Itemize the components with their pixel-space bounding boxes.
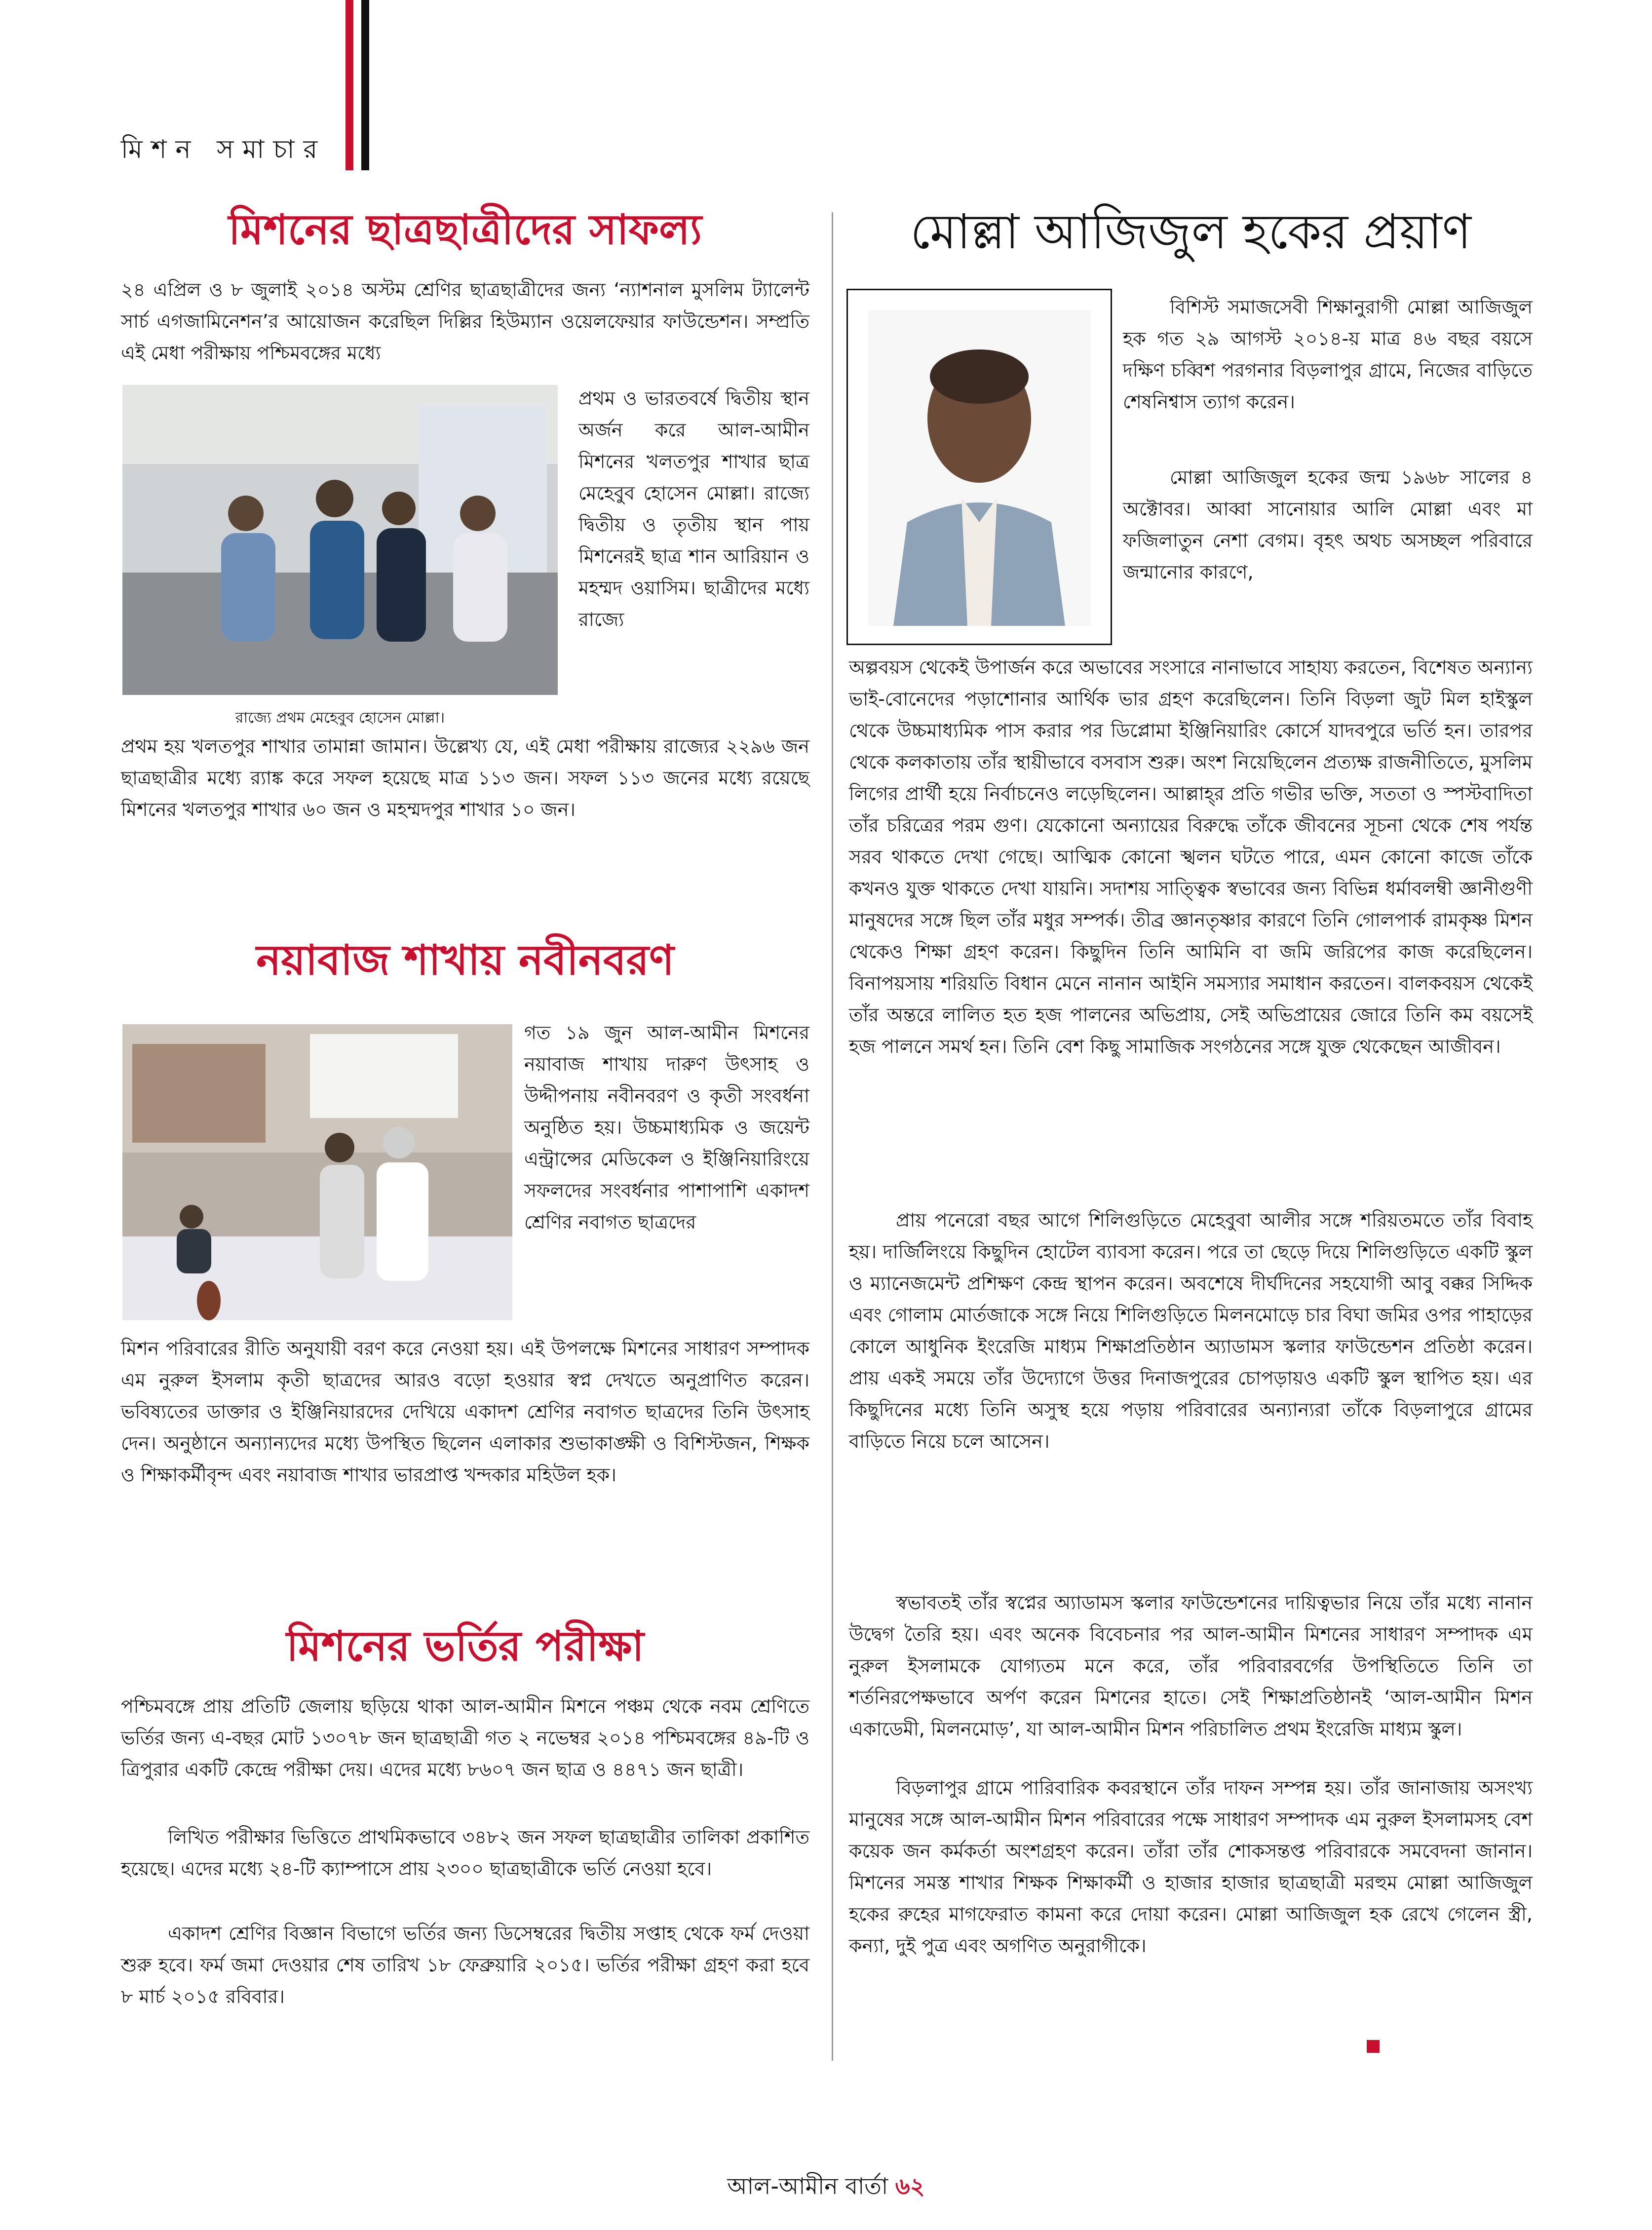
article2-side-text: গত ১৯ জুন আল-আমীন মিশনের নয়াবাজ শাখায় দারুণ উৎসাহ ও উদ্দীপনায় নবীনবরণ ও কৃতী সংবর্ধনা অনুষ্ঠিত হয়। উচ্চমাধ্যমিক ও জয়েন্ট এন্ট্রান্সের মেডিকেল ও ইঞ্জিনিয়ারিংয়ে সফলদের সংবর্ধনার পাশাপাশি একাদশ শ্রেণির নবাগত ছাত্রদের — [524, 1022, 809, 1233]
column-divider — [832, 212, 833, 2061]
award-ceremony-photo — [122, 385, 558, 695]
article3-paragraph-2: লিখিত পরীক্ষার ভিত্তিতে প্রাথমিকভাবে ৩৪৮২ জন সফল ছাত্রছাত্রীর তালিকা প্রকাশিত হয়েছে। এদের মধ্যে ২৪-টি ক্যাম্পাসে প্রায় ২৩০০ ছাত্রছাত্রীকে ভর্তি নেওয়া হবে। — [121, 1826, 809, 1880]
page-footer — [0, 2169, 1652, 2207]
article1-photo — [122, 385, 558, 695]
obituary-paragraph-3: প্রায় পনেরো বছর আগে শিলিগুড়িতে মেহেবুবা আলীর সঙ্গে শরিয়তমতে তাঁর বিবাহ হয়। দার্জিলিংয়ে কিছুদিন হোটেল ব্যাবসা করেন। পরে তা ছেড়ে দিয়ে শিলিগুড়িতে একটি স্কুল ও ম্যানেজমেন্ট প্রশিক্ষণ কেন্দ্র স্থাপন করেন। অবশেষে দীর্ঘদিনের সহযোগী আবু বক্কর সিদ্দিক এবং গোলাম মোর্তজাকে সঙ্গে নিয়ে শিলিগুড়িতে মিলনমোড়ে চার বিঘা জমির ওপর পাহাড়ের কোলে আধুনিক ইংরেজি মাধ্যম শিক্ষাপ্রতিষ্ঠান অ্যাডামস স্কলার ফাউন্ডেশন প্রতিষ্ঠা করেন। প্রায় একই সময়ে তাঁর উদ্যোগে উত্তর দিনাজপুরের চোপড়ায়ও একটি স্কুল স্থাপিত হয়। এর কিছুদিনের মধ্যে তিনি অসুস্থ হয়ে পড়ায় পরিবারের অন্যান্যরা তাঁকে বিড়লাপুরে গ্রামের বাড়িতে নিয়ে চলে আসেন। — [849, 1209, 1533, 1452]
article2-rest: মিশন পরিবারের রীতি অনুযায়ী বরণ করে নেওয়া হয়। এই উপলক্ষে মিশনের সাধারণ সম্পাদক এম নুরুল ইসলাম কৃতী ছাত্রদের আরও বড়ো হওয়ার স্বপ্ন দেখতে অনুপ্রাণিত করেন। ভবিষ্যতের ডাক্তার ও ইঞ্জিনিয়ারদের দেখিয়ে একাদশ শ্রেণির নবাগত ছাত্রদের তিনি উৎসাহ দেন। অনুষ্ঠানে অন্যান্যদের মধ্যে উপস্থিত ছিলেন এলাকার শুভাকাঙ্ক্ষী ও বিশিস্টজন, শিক্ষক ও শিক্ষাকর্মীবৃন্দ এবং নয়াবাজ শাখার ভারপ্রাপ্ত খন্দকার মহিউল হক। — [121, 1338, 809, 1486]
article3-paragraph-1: পশ্চিমবঙ্গে প্রায় প্রতিটি জেলায় ছড়িয়ে থাকা আল-আমীন মিশনে পঞ্চম থেকে নবম শ্রেণিতে ভর্তির জন্য এ-বছর মোট ১৩০৭৮ জন ছাত্রছাত্রী গত ২ নভেম্বর ২০১৪ পশ্চিমবঙ্গের ৪৯-টি ও ত্রিপুরার একটি কেন্দ্রে পরীক্ষা দেয়। এদের মধ্যে ৮৬০৭ জন ছাত্র ও ৪৪৭১ জন ছাত্রী। — [121, 1695, 809, 1780]
article3-paragraph-3: একাদশ শ্রেণির বিজ্ঞান বিভাগে ভর্তির জন্য ডিসেম্বরের দ্বিতীয় সপ্তাহ থেকে ফর্ম দেওয়া শুরু হবে। ফর্ম জমা দেওয়ার শেষ তারিখ ১৮ ফেব্রুয়ারি ২০১৫। ভর্তির পরীক্ষা গ্রহণ করা হবে ৮ মার্চ ২০১৫ রবিবার। — [121, 1922, 809, 2007]
obituary-title: মোল্লা আজিজুল হকের প্রয়াণ — [910, 204, 1471, 260]
obituary-paragraph-4: স্বভাবতই তাঁর স্বপ্নের অ্যাডামস স্কলার ফাউন্ডেশনের দায়িত্বভার নিয়ে তাঁর মধ্যে নানান উদ্বেগ তৈরি হয়। এবং অনেক বিবেচনার পর আল-আমীন মিশনের সাধারণ সম্পাদক এম নুরুল ইসলামকে যোগ্যতম মনে করে, তাঁর পরিবারবর্গের উপস্থিতিতে তিনি তা শর্তনিরপেক্ষভাবে অর্পণ করেন মিশনের হাতে। সেই শিক্ষাপ্রতিষ্ঠানই ‘আল-আমীন মিশন একাডেমী, মিলনমোড়’, যা আল-আমীন মিশন পরিচালিত প্রথম ইংরেজি মাধ্যম স্কুল। — [849, 1592, 1533, 1740]
article1-rest: প্রথম হয় খলতপুর শাখার তামান্না জামান। উল্লেখ্য যে, এই মেধা পরীক্ষায় রাজ্যের ২২৯৬ জন ছাত্রছাত্রীর মধ্যে র‍্যাঙ্ক করে সফল হয়েছে মাত্র ১১৩ জন। সফল ১১৩ জনের মধ্যে রয়েছে মিশনের খলতপুর শাখার ৬০ জন ও মহম্মদপুর শাখার ১০ জন। — [121, 735, 809, 820]
obituary-portrait — [846, 289, 1112, 645]
article1-photo-caption: রাজ্যে প্রথম মেহেবুব হোসেন মোল্লা। — [235, 709, 445, 727]
article2-photo — [122, 1024, 512, 1320]
article2-title: নয়াবাজ শাখায় নবীনবরণ — [256, 935, 674, 984]
header-red-bar — [346, 0, 353, 170]
reception-photo — [122, 1024, 512, 1320]
end-mark-square — [1367, 2040, 1380, 2053]
section-label: মিশন সমাচার — [121, 135, 327, 164]
article1-side-text: প্রথম ও ভারতবর্ষে দ্বিতীয় স্থান অর্জন করে আল-আমীন মিশনের খলতপুর শাখার ছাত্র মেহেবুব হোসেন মোল্লা। রাজ্যে দ্বিতীয় ও তৃতীয় স্থান পায় মিশনেরই ছাত্র শান আরিয়ান ও মহম্মদ ওয়াসিম। ছাত্রীদের মধ্যে রাজ্যে — [578, 387, 809, 630]
obituary-paragraph-1: বিশিস্ট সমাজসেবী শিক্ষানুরাগী মোল্লা আজিজুল হক গত ২৯ আগস্ট ২০১৪-য় মাত্র ৪৬ বছর বয়সে দক্ষিণ চব্বিশ পরগনার বিড়লাপুর গ্রামে, নিজের বাড়িতে শেষনিশ্বাস ত্যাগ করেন। — [1123, 296, 1533, 413]
article1-lead: ২৪ এপ্রিল ও ৮ জুলাই ২০১৪ অস্টম শ্রেণির ছাত্রছাত্রীদের জন্য ‘ন্যাশনাল মুসলিম ট্যালেন্ট সার্চ এগজামিনেশন’র আয়োজন করেছিল দিল্লির হিউম্যান ওয়েলফেয়ার ফাউন্ডেশন। সম্প্রতি এই মেধা পরীক্ষায় পশ্চিমবঙ্গের মধ্যে — [121, 279, 809, 364]
header-black-bar — [361, 0, 369, 170]
obituary-paragraph-2-rest: অল্পবয়স থেকেই উপার্জন করে অভাবের সংসারে নানাভাবে সাহায্য করতেন, বিশেষত অন্যান্য ভাই-বোনেদের পড়াশোনার আর্থিক ভার গ্রহণ করেছিলেন। তিনি বিড়লা জুট মিল হাইস্কুল থেকে উচ্চমাধ্যমিক পাস করার পর ডিপ্লোমা ইঞ্জিনিয়ারিং কোর্সে যাদবপুরে ভর্তি হন। তারপর থেকে কলকাতায় তাঁর স্থায়ীভাবে বসবাস শুরু। অংশ নিয়েছিলেন প্রত্যক্ষ রাজনীতিতে, মুসলিম লিগের প্রার্থী হয়ে নির্বাচনেও লড়েছিলেন। আল্লাহ্‌র প্রতি গভীর ভক্তি, সততা ও স্পস্টবাদিতা তাঁর চরিত্রের পরম গুণ। যেকোনো অন্যায়ের বিরুদ্ধে তাঁকে জীবনের সূচনা থেকে শেষ পর্যন্ত সরব থাকতে দেখা গেছে। আত্মিক কোনো স্খলন ঘটতে পারে, এমন কোনো কাজে তাঁকে কখনও যুক্ত থাকতে দেখা যায়নি। সদাশয় সাত্ত্বিক স্বভাবের জন্য বিভিন্ন ধর্মাবলম্বী জ্ঞানীগুণী মানুষদের সঙ্গে ছিল তাঁর মধুর সম্পর্ক। তীব্র জ্ঞানতৃষ্ণার কারণে তিনি গোলপার্ক রামকৃষ্ণ মিশন থেকেও শিক্ষা গ্রহণ করেন। কিছুদিন তিনি আমিনি বা জমি জরিপের কাজ করেছিলেন। বিনাপয়সায় শরিয়তি বিধান মেনে নানান আইনি সমস্যার সমাধান করতেন। বালকবয়স থেকেই তাঁর অন্তরে লালিত হত হজ পালনের অভিপ্রায়, সেই অভিপ্রায়ের জোরে তিনি কম বয়সেই হজ পালনে সমর্থ হন। তিনি বেশ কিছু সামাজিক সংগঠনের সঙ্গে যুক্ত থেকেছেন আজীবন। — [849, 656, 1533, 1057]
obituary-paragraph-5: বিড়লাপুর গ্রামে পারিবারিক কবরস্থানে তাঁর দাফন সম্পন্ন হয়। তাঁর জানাজায় অসংখ্য মানুষের সঙ্গে আল-আমীন মিশন পরিবারের পক্ষে সাধারণ সম্পাদক এম নুরুল ইসলামসহ বেশ কয়েক জন কর্মকর্তা অংশগ্রহণ করেন। তাঁরা তাঁর শোকসন্তপ্ত পরিবারকে সমবেদনা জানান। মিশনের সমস্ত শাখার শিক্ষক শিক্ষাকর্মী ও হাজার হাজার ছাত্রছাত্রী মরহুম মোল্লা আজিজুল হকের রুহের মাগফেরাত কামনা করে দোয়া করেন। মোল্লা আজিজুল হক রেখে গেলেন স্ত্রী, কন্যা, দুই পুত্র এবং অগণিত অনুরাগীকে। — [849, 1777, 1533, 1957]
article3-title: মিশনের ভর্তির পরীক্ষা — [286, 1621, 644, 1670]
publication-name: আল-আমীন বার্তা — [727, 2173, 888, 2199]
obituary-paragraph-2-side: মোল্লা আজিজুল হকের জন্ম ১৯৬৮ সালের ৪ অক্টোবর। আব্বা সানোয়ার আলি মোল্লা এবং মা ফজিলাতুন নেশা বেগম। বৃহৎ অথচ অসচ্ছল পরিবারে জন্মানোর কারণে, — [1123, 466, 1533, 583]
page-number: ৬২ — [895, 2173, 925, 2199]
portrait-photo — [848, 290, 1111, 644]
article1-title: মিশনের ছাত্রছাত্রীদের সাফল্য — [228, 205, 702, 254]
